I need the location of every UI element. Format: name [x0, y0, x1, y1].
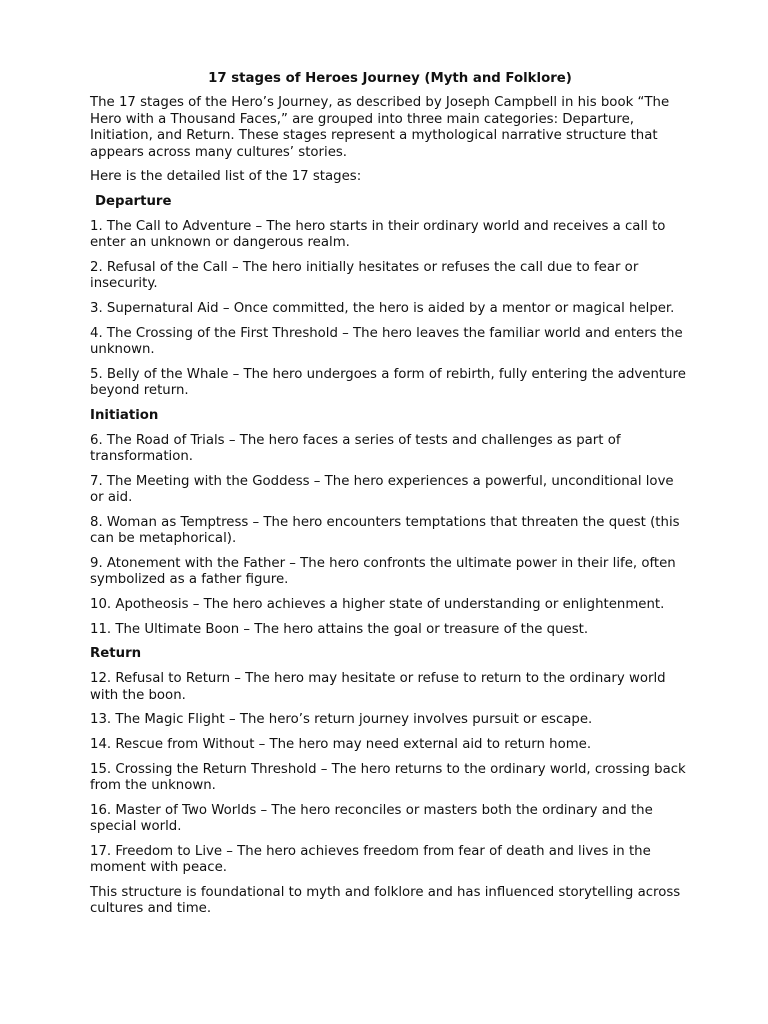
stage-item: 16. Master of Two Worlds – The hero reconciles or masters both the ordinary and the special world.: [90, 802, 653, 835]
section-heading: Initiation: [90, 407, 159, 423]
document-body: [90, 71, 690, 926]
stage-item: 14. Rescue from Without – The hero may need external aid to return home.: [90, 736, 592, 752]
list-intro: Here is the detailed list of the 17 stages:: [90, 169, 362, 185]
stage-item: 17. Freedom to Live – The hero achieves freedom from fear of death and lives in the moment with peace.: [90, 843, 651, 876]
document-title: 17 stages of Heroes Journey (Myth and Folklore): [208, 71, 572, 86]
stage-item: 11. The Ultimate Boon – The hero attains the goal or treasure of the quest.: [90, 621, 589, 637]
stage-item: 5. Belly of the Whale – The hero undergoes a form of rebirth, fully entering the adventure beyond return.: [90, 366, 686, 399]
stage-item: 15. Crossing the Return Threshold – The hero returns to the ordinary world, crossing back from the unknown.: [90, 761, 686, 794]
stage-item: 3. Supernatural Aid – Once committed, the hero is aided by a mentor or magical helper.: [90, 300, 675, 316]
section-return: [90, 646, 690, 876]
conclusion-paragraph: This structure is foundational to myth and folklore and has influenced storytelling across cultures and time.: [90, 884, 681, 917]
stage-item: 4. The Crossing of the First Threshold – The hero leaves the familiar world and enters the unknown.: [90, 325, 683, 358]
section-heading: Return: [90, 646, 142, 662]
stage-item: 13. The Magic Flight – The hero’s return journey involves pursuit or escape.: [90, 712, 593, 728]
stage-item: 6. The Road of Trials – The hero faces a series of tests and challenges as part of transformation.: [90, 432, 621, 464]
stage-item: 12. Refusal to Return – The hero may hesitate or refuse to return to the ordinary world with the boon.: [90, 671, 666, 703]
stage-item: 1. The Call to Adventure – The hero starts in their ordinary world and receives a call to enter an unknown or dangerous realm.: [90, 218, 666, 251]
intro-paragraph: The 17 stages of the Hero’s Journey, as described by Joseph Campbell in his book “The Hero with a Thousand Faces,” are grouped into three main categories: Departure, Initiation, and Return. These stages represent a mythological narrative structure that appears across many cultures’ stories.: [90, 95, 670, 160]
stage-item: 7. The Meeting with the Goddess – The hero experiences a powerful, unconditional love or aid.: [90, 473, 674, 506]
stage-item: 10. Apotheosis – The hero achieves a higher state of understanding or enlightenment.: [90, 597, 665, 613]
stage-item: 9. Atonement with the Father – The hero confronts the ultimate power in their life, often symbolized as a father figure.: [90, 555, 676, 588]
stage-item: 2. Refusal of the Call – The hero initially hesitates or refuses the call due to fear or insecurity.: [90, 259, 639, 292]
section-initiation: [90, 408, 690, 638]
section-departure: [90, 194, 690, 400]
stage-item: 8. Woman as Temptress – The hero encounters temptations that threaten the quest (this can be metaphorical).: [90, 514, 680, 547]
section-heading: Departure: [95, 194, 172, 210]
